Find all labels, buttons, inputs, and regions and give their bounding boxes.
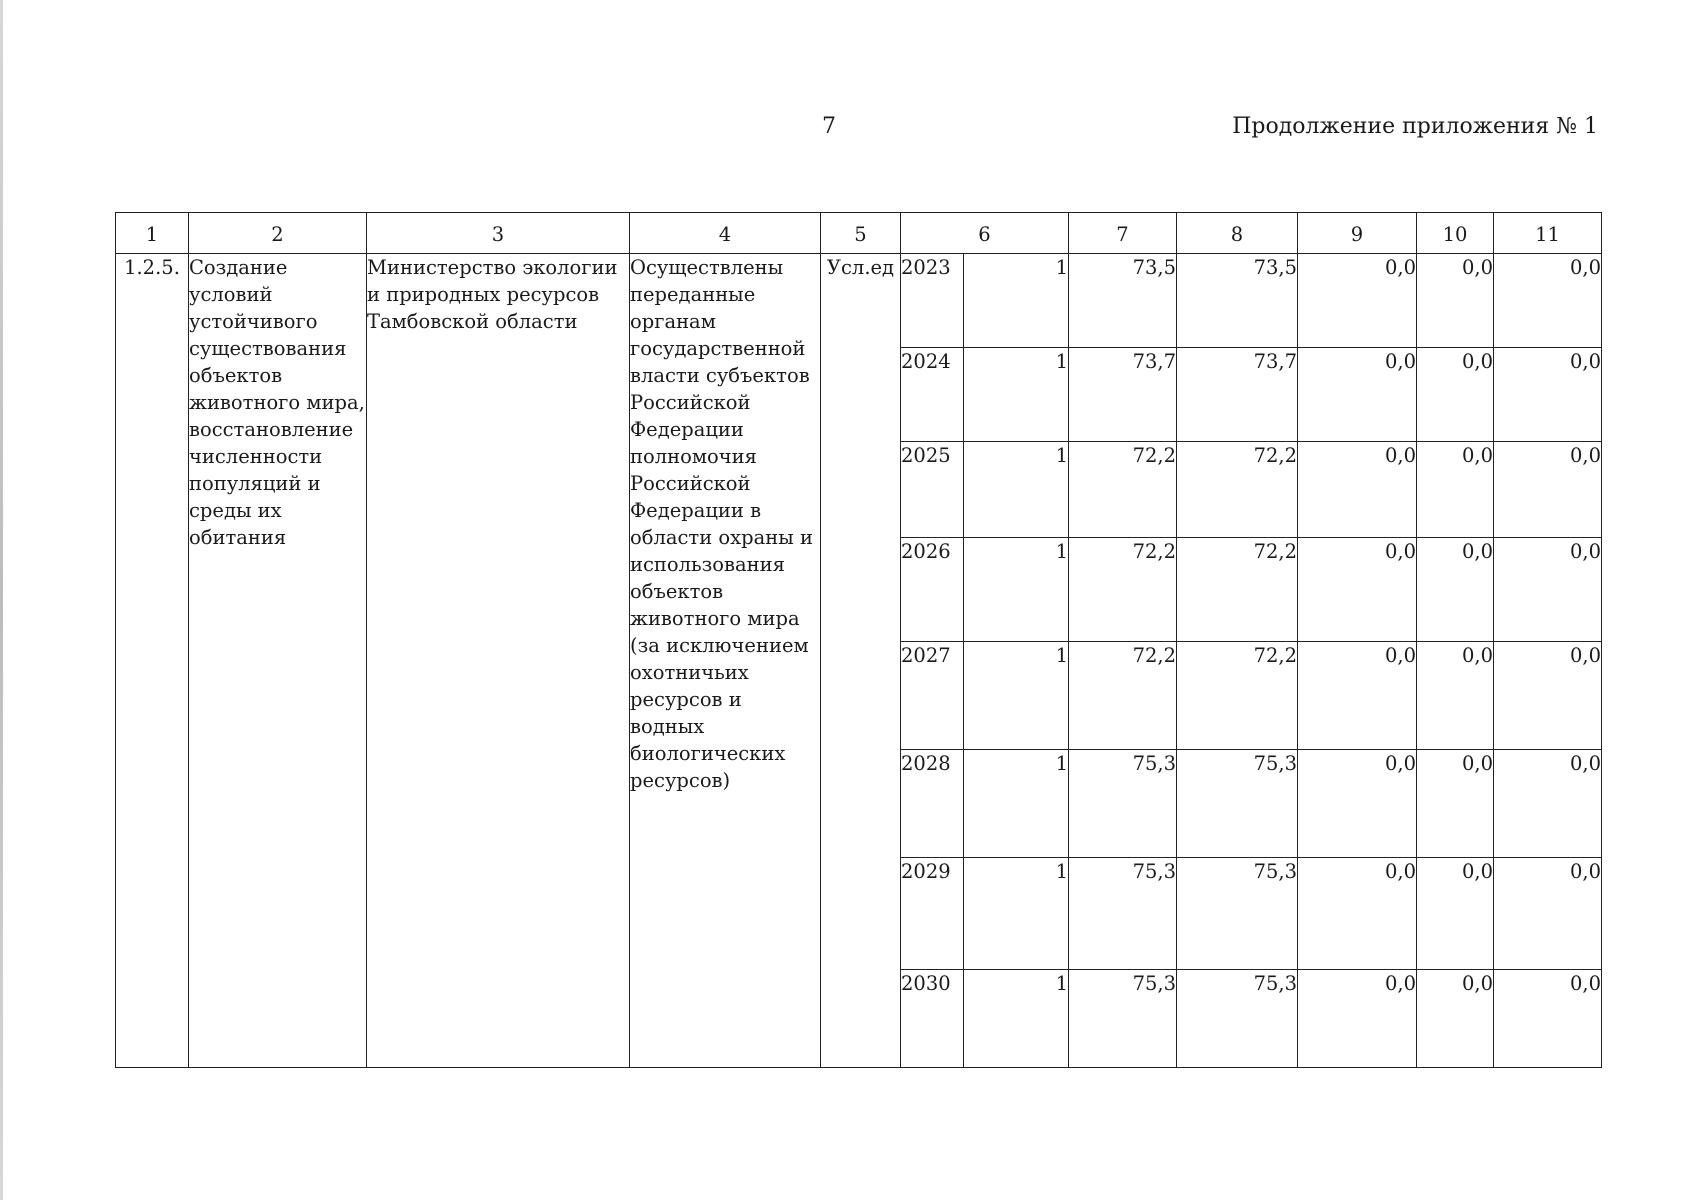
- year-cell: 2025: [901, 442, 964, 538]
- col8-cell: 75,3: [1177, 858, 1298, 970]
- col7-cell: 73,5: [1069, 254, 1177, 348]
- column-header: 8: [1177, 213, 1298, 254]
- entry-executor: Министерство экологии и природных ресурсов Тамбовской области: [367, 254, 630, 1068]
- col10-cell: 0,0: [1417, 348, 1494, 442]
- col7-cell: 75,3: [1069, 970, 1177, 1068]
- table-row: [116, 254, 1602, 348]
- column-header: 9: [1298, 213, 1417, 254]
- col9-cell: 0,0: [1298, 254, 1417, 348]
- entry-result: Осуществлены переданные органам государственной власти субъектов Российской Федерации полномочия Российской Федерации в области охраны и использования объектов животного мира (за исключением охотничьих ресурсов и водных биологических ресурсов): [630, 254, 821, 1068]
- column-header: 7: [1069, 213, 1177, 254]
- year-cell: 2024: [901, 348, 964, 442]
- year-cell: 2030: [901, 970, 964, 1068]
- value-cell: 1: [964, 442, 1069, 538]
- column-header: 6: [901, 213, 1069, 254]
- year-cell: 2028: [901, 750, 964, 858]
- col11-cell: 0,0: [1494, 858, 1602, 970]
- column-header: 5: [821, 213, 901, 254]
- col8-cell: 73,5: [1177, 254, 1298, 348]
- col10-cell: 0,0: [1417, 750, 1494, 858]
- entry-unit: Усл.ед: [821, 254, 901, 1068]
- value-cell: 1: [964, 858, 1069, 970]
- col10-cell: 0,0: [1417, 442, 1494, 538]
- column-header: 1: [116, 213, 189, 254]
- year-cell: 2027: [901, 642, 964, 750]
- col9-cell: 0,0: [1298, 858, 1417, 970]
- entry-name: Создание условий устойчивого существования объектов животного мира, восстановление численности популяций и среды их обитания: [189, 254, 367, 1068]
- col9-cell: 0,0: [1298, 750, 1417, 858]
- col11-cell: 0,0: [1494, 538, 1602, 642]
- col7-cell: 75,3: [1069, 858, 1177, 970]
- col9-cell: 0,0: [1298, 642, 1417, 750]
- col9-cell: 0,0: [1298, 442, 1417, 538]
- col8-cell: 72,2: [1177, 642, 1298, 750]
- col11-cell: 0,0: [1494, 642, 1602, 750]
- col11-cell: 0,0: [1494, 970, 1602, 1068]
- col8-cell: 72,2: [1177, 442, 1298, 538]
- page-number: 7: [822, 114, 836, 139]
- col10-cell: 0,0: [1417, 538, 1494, 642]
- col11-cell: 0,0: [1494, 750, 1602, 858]
- col9-cell: 0,0: [1298, 348, 1417, 442]
- value-cell: 1: [964, 538, 1069, 642]
- column-number-row: [116, 213, 1602, 254]
- scan-edge: [0, 0, 3, 1200]
- column-header: 11: [1494, 213, 1602, 254]
- value-cell: 1: [964, 348, 1069, 442]
- col7-cell: 72,2: [1069, 642, 1177, 750]
- year-cell: 2023: [901, 254, 964, 348]
- column-header: 3: [367, 213, 630, 254]
- col7-cell: 72,2: [1069, 538, 1177, 642]
- year-cell: 2026: [901, 538, 964, 642]
- col11-cell: 0,0: [1494, 348, 1602, 442]
- value-cell: 1: [964, 642, 1069, 750]
- col8-cell: 75,3: [1177, 970, 1298, 1068]
- col10-cell: 0,0: [1417, 642, 1494, 750]
- value-cell: 1: [964, 750, 1069, 858]
- value-cell: 1: [964, 254, 1069, 348]
- entry-code: 1.2.5.: [116, 254, 189, 1068]
- col8-cell: 75,3: [1177, 750, 1298, 858]
- col8-cell: 72,2: [1177, 538, 1298, 642]
- value-cell: 1: [964, 970, 1069, 1068]
- column-header: 10: [1417, 213, 1494, 254]
- col10-cell: 0,0: [1417, 858, 1494, 970]
- col7-cell: 72,2: [1069, 442, 1177, 538]
- appendix-continuation-label: Продолжение приложения № 1: [1232, 114, 1598, 139]
- program-table: [115, 212, 1602, 1068]
- col7-cell: 73,7: [1069, 348, 1177, 442]
- col9-cell: 0,0: [1298, 538, 1417, 642]
- year-cell: 2029: [901, 858, 964, 970]
- col7-cell: 75,3: [1069, 750, 1177, 858]
- col8-cell: 73,7: [1177, 348, 1298, 442]
- col9-cell: 0,0: [1298, 970, 1417, 1068]
- col10-cell: 0,0: [1417, 970, 1494, 1068]
- column-header: 2: [189, 213, 367, 254]
- col11-cell: 0,0: [1494, 254, 1602, 348]
- col10-cell: 0,0: [1417, 254, 1494, 348]
- col11-cell: 0,0: [1494, 442, 1602, 538]
- column-header: 4: [630, 213, 821, 254]
